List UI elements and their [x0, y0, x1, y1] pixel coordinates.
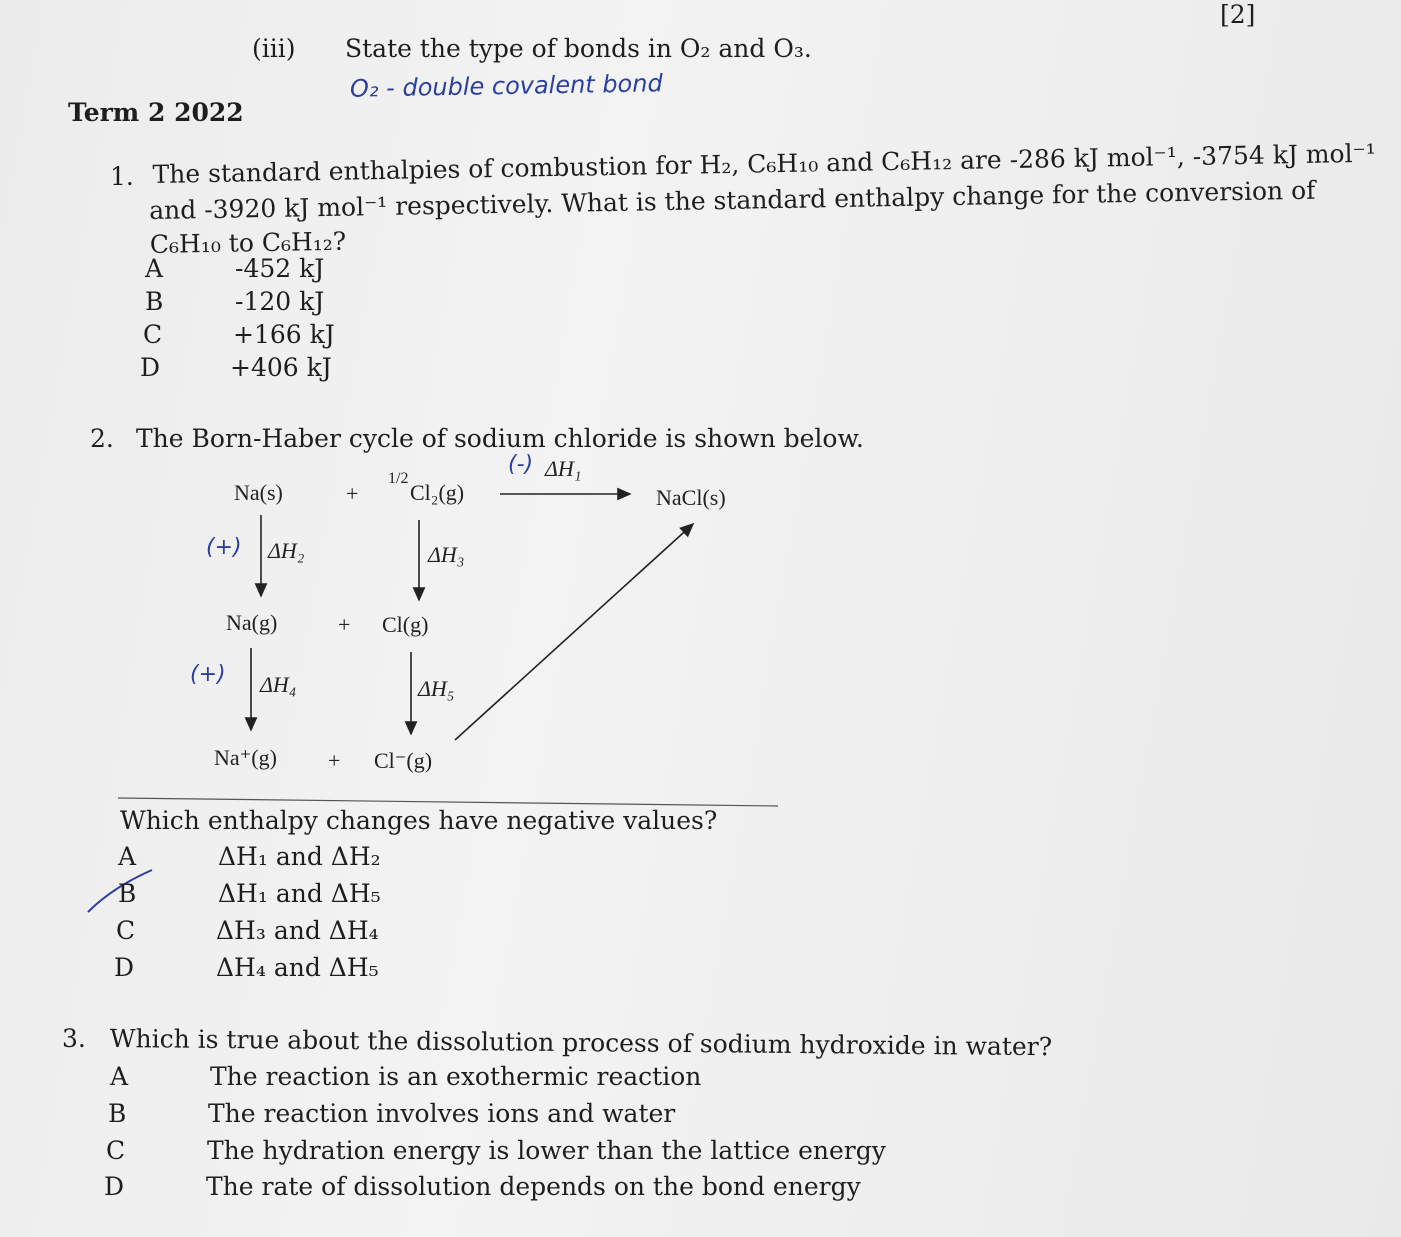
diagram-cl2-g: Cl₂(g) — [410, 480, 465, 505]
q3-option-letter: C — [106, 1136, 126, 1165]
diagram-na-g: Na(g) — [226, 610, 278, 635]
q2-option-letter: B — [118, 879, 137, 908]
q2-option-letter: C — [116, 916, 136, 945]
marks-label: [2] — [1220, 0, 1256, 29]
q2-option-text: ΔH₃ and ΔH₄ — [216, 916, 379, 945]
q1-option-letter: C — [143, 320, 163, 349]
q2-option-d — [114, 953, 379, 982]
q1-option-letter: A — [145, 254, 164, 283]
hand-plus-dh4: (+) — [190, 662, 226, 687]
q3-option-d — [104, 1172, 861, 1201]
diagram-half: 1/2 — [388, 470, 409, 487]
q3-option-a — [110, 1062, 701, 1091]
q2-option-a — [118, 842, 381, 871]
q2-option-c — [116, 916, 379, 945]
q1-option-text: +406 kJ — [230, 353, 332, 382]
diagram-dh1: ΔH₁ — [545, 456, 582, 481]
q2-stem: The Born-Haber cycle of sodium chloride is shown below. — [136, 424, 864, 453]
diagram-dh4: ΔH₄ — [260, 672, 297, 697]
q3-option-text: The reaction involves ions and water — [208, 1099, 676, 1128]
q1-line-3: C₆H₁₀ to C₆H₁₂? — [149, 226, 347, 260]
q1-line-1: The standard enthalpies of combustion for H₂, C₆H₁₀ and C₆H₁₂ are -286 kJ mol⁻¹, -3754 kJ mol⁻¹ — [152, 138, 1377, 189]
q1-option-text: -120 kJ — [235, 287, 325, 316]
q3-option-text: The rate of dissolution depends on the bond energy — [206, 1172, 861, 1201]
diagram-na-s: Na(s) — [234, 480, 283, 505]
question-iii-text: State the type of bonds in O₂ and O₃. — [345, 34, 812, 63]
q1-number: 1. — [110, 162, 134, 191]
diagram-plus-mid: + — [338, 612, 351, 637]
q3-option-letter: D — [104, 1172, 125, 1201]
diagram-nacl-s: NaCl(s) — [656, 485, 726, 510]
q3-option-c — [106, 1136, 886, 1165]
handwritten-answer: O₂ - double covalent bond — [349, 69, 663, 103]
diagram-dh3: ΔH₃ — [428, 542, 465, 567]
q1-line-2: and -3920 kJ mol⁻¹ respectively. What is the standard enthalpy change for the conversion of — [148, 175, 1316, 226]
term-heading: Term 2 2022 — [68, 98, 244, 127]
hand-plus-dh2: (+) — [206, 535, 242, 560]
diagram-plus-top: + — [346, 481, 359, 506]
diagram-dh2: ΔH₂ — [268, 538, 305, 563]
q3-number: 3. — [62, 1024, 86, 1053]
q2-option-text: ΔH₄ and ΔH₅ — [216, 953, 379, 982]
diagram-cl-minus-g: Cl⁻(g) — [374, 748, 433, 773]
q3-option-letter: A — [110, 1062, 129, 1091]
q3-option-b — [108, 1099, 675, 1128]
diagram-dh5: ΔH₅ — [418, 676, 455, 701]
q3-option-text: The hydration energy is lower than the lattice energy — [207, 1136, 886, 1165]
q1-option-text: -452 kJ — [235, 254, 325, 283]
q2-option-b — [118, 879, 381, 908]
diagram-plus-bottom: + — [328, 748, 341, 773]
q3-option-letter: B — [108, 1099, 127, 1128]
q1-option-letter: D — [140, 353, 161, 382]
q2-option-letter: D — [114, 953, 135, 982]
q1-option-text: +166 kJ — [233, 320, 335, 349]
q2-question: Which enthalpy changes have negative values? — [120, 806, 718, 835]
q2-option-text: ΔH₁ and ΔH₂ — [218, 842, 381, 871]
q2-option-text: ΔH₁ and ΔH₅ — [218, 879, 381, 908]
diagram-na-plus-g: Na⁺(g) — [214, 745, 277, 770]
diagram-cl-g: Cl(g) — [382, 612, 429, 637]
q3-stem: Which is true about the dissolution process of sodium hydroxide in water? — [109, 1024, 1053, 1062]
q1-option-letter: B — [145, 287, 164, 316]
q3-option-text: The reaction is an exothermic reaction — [210, 1062, 702, 1091]
question-iii-number: (iii) — [252, 34, 296, 63]
divider-line — [118, 798, 778, 806]
hand-minus-dh1: (-) — [508, 452, 534, 477]
arrow-lattice — [455, 524, 693, 740]
q2-option-letter: A — [118, 842, 137, 871]
q2-number: 2. — [90, 424, 114, 453]
